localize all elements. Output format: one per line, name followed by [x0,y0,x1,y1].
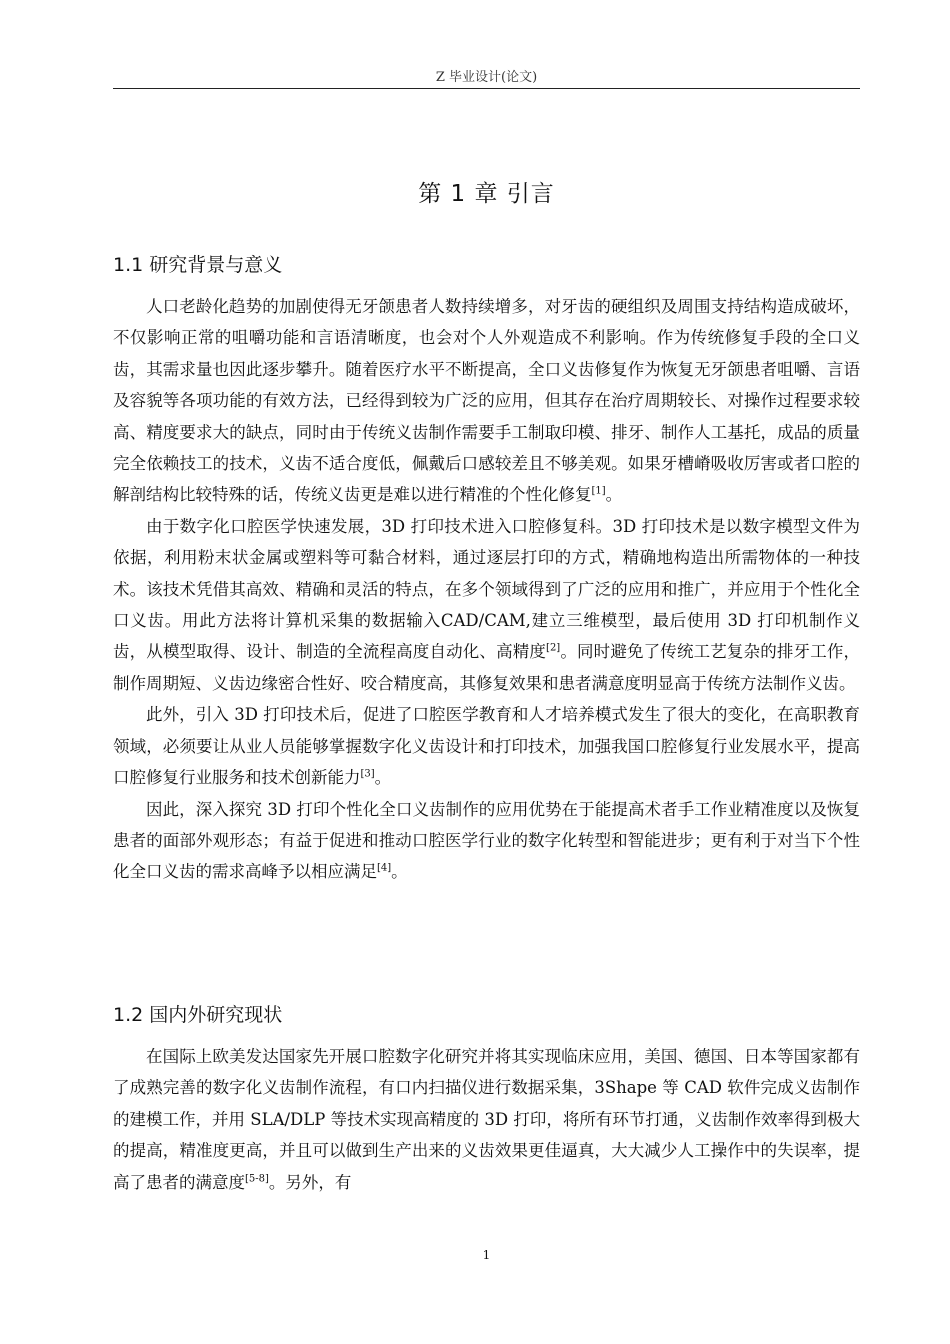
section-body-1-2 [113,1041,860,1198]
section-heading-1-1: 1.1 研究背景与意义 [113,254,283,276]
paragraph-text: 因此，深入探究 3D 打印个性化全口义齿制作的应用优势在于能提高术者手工作业精准度以及恢复患者的面部外观形态；有益于促进和推动口腔医学行业的数字化转型和智能进步；更有利于对当下个性化全口义齿的需求高峰予以相应满足 [113,799,860,882]
paragraph-text-tail: 。 [391,862,408,882]
paragraph-text: 人口老龄化趋势的加剧使得无牙颌患者人数持续增多，对牙齿的硬组织及周围支持结构造成破坏，不仅影响正常的咀嚼功能和言语清晰度，也会对个人外观造成不利影响。作为传统修复手段的全口义齿，其需求量也因此逐步攀升。随着医疗水平不断提高，全口义齿修复作为恢复无牙颌患者咀嚼、言语及容貌等各项功能的有效方法，已经得到较为广泛的应用，但其存在治疗周期较长、对操作过程要求较高、精度要求大的缺点，同时由于传统义齿制作需要手工制取印模、排牙、制作人工基托，成品的质量完全依赖技工的技术，义齿不适合度低，佩戴后口感较差且不够美观。如果牙槽嵴吸收厉害或者口腔的解剖结构比较特殊的话，传统义齿更是难以进行精准的个性化修复 [113,297,860,505]
citation: [1] [591,485,606,497]
paragraph-text-tail: 。同时避免了传统工艺复杂的排牙工作，制作周期短、义齿边缘密合性好、咬合精度高，其修复效果和患者满意度明显高于传统方法制作义齿。 [113,642,861,693]
paragraph-text: 在国际上欧美发达国家先开展口腔数字化研究并将其实现临床应用，美国、德国、日本等国家都有了成熟完善的数字化义齿制作流程，有口内扫描仪进行数据采集，3Shape 等 CAD 软件完成义齿制作的建模工作，并用 SLA/DLP 等技术实现高精度的 3D 打印，将所有环节打通，义齿制作效率得到极大的提高，精准度更高，并且可以做到生产出来的义齿效果更佳逼真，大大减少人工操作中的失误率，提高了患者的满意度 [113,1047,860,1192]
chapter-title: 第 1 章 引言 [418,181,555,207]
citation: [4] [377,862,392,874]
paragraph-text-tail: 。 [605,485,623,505]
citation: [2] [546,642,561,654]
paragraph [113,699,860,793]
page-number: 1 [482,1248,491,1262]
section-heading-1-2: 1.2 国内外研究现状 [113,1004,283,1026]
paragraph [113,511,860,699]
paragraph-text: 此外，引入 3D 打印技术后，促进了口腔医学教育和人才培养模式发生了很大的变化，在高职教育领域，必须要让从业人员能够掌握数字化义齿设计和打印技术，加强我国口腔修复行业发展水平，提高口腔修复行业服务和技术创新能力 [113,705,860,788]
paragraph [113,794,860,888]
header-rule [113,88,860,89]
paragraph-text: 由于数字化口腔医学快速发展，3D 打印技术进入口腔修复科。3D 打印技术是以数字模型文件为依据，利用粉末状金属或塑料等可黏合材料，通过逐层打印的方式，精确地构造出所需物体的一种技术。该技术凭借其高效、精确和灵活的特点，在多个领域得到了广泛的应用和推广，并应用于个性化全口义齿。用此方法将计算机采集的数据输入CAD/CAM,建立三维模型，最后使用 3D 打印机制作义齿，从模型取得、设计、制造的全流程高度自动化、高精度 [113,516,860,662]
paragraph [113,291,860,511]
paragraph [113,1041,860,1198]
running-header: Z 毕业设计(论文) [435,70,538,85]
citation: [5-8] [245,1173,269,1185]
paragraph-text-tail: 。另外，有 [268,1172,352,1192]
paragraph-text-tail: 。 [374,768,392,788]
citation: [3] [360,768,375,780]
section-body-1-1 [113,291,860,888]
